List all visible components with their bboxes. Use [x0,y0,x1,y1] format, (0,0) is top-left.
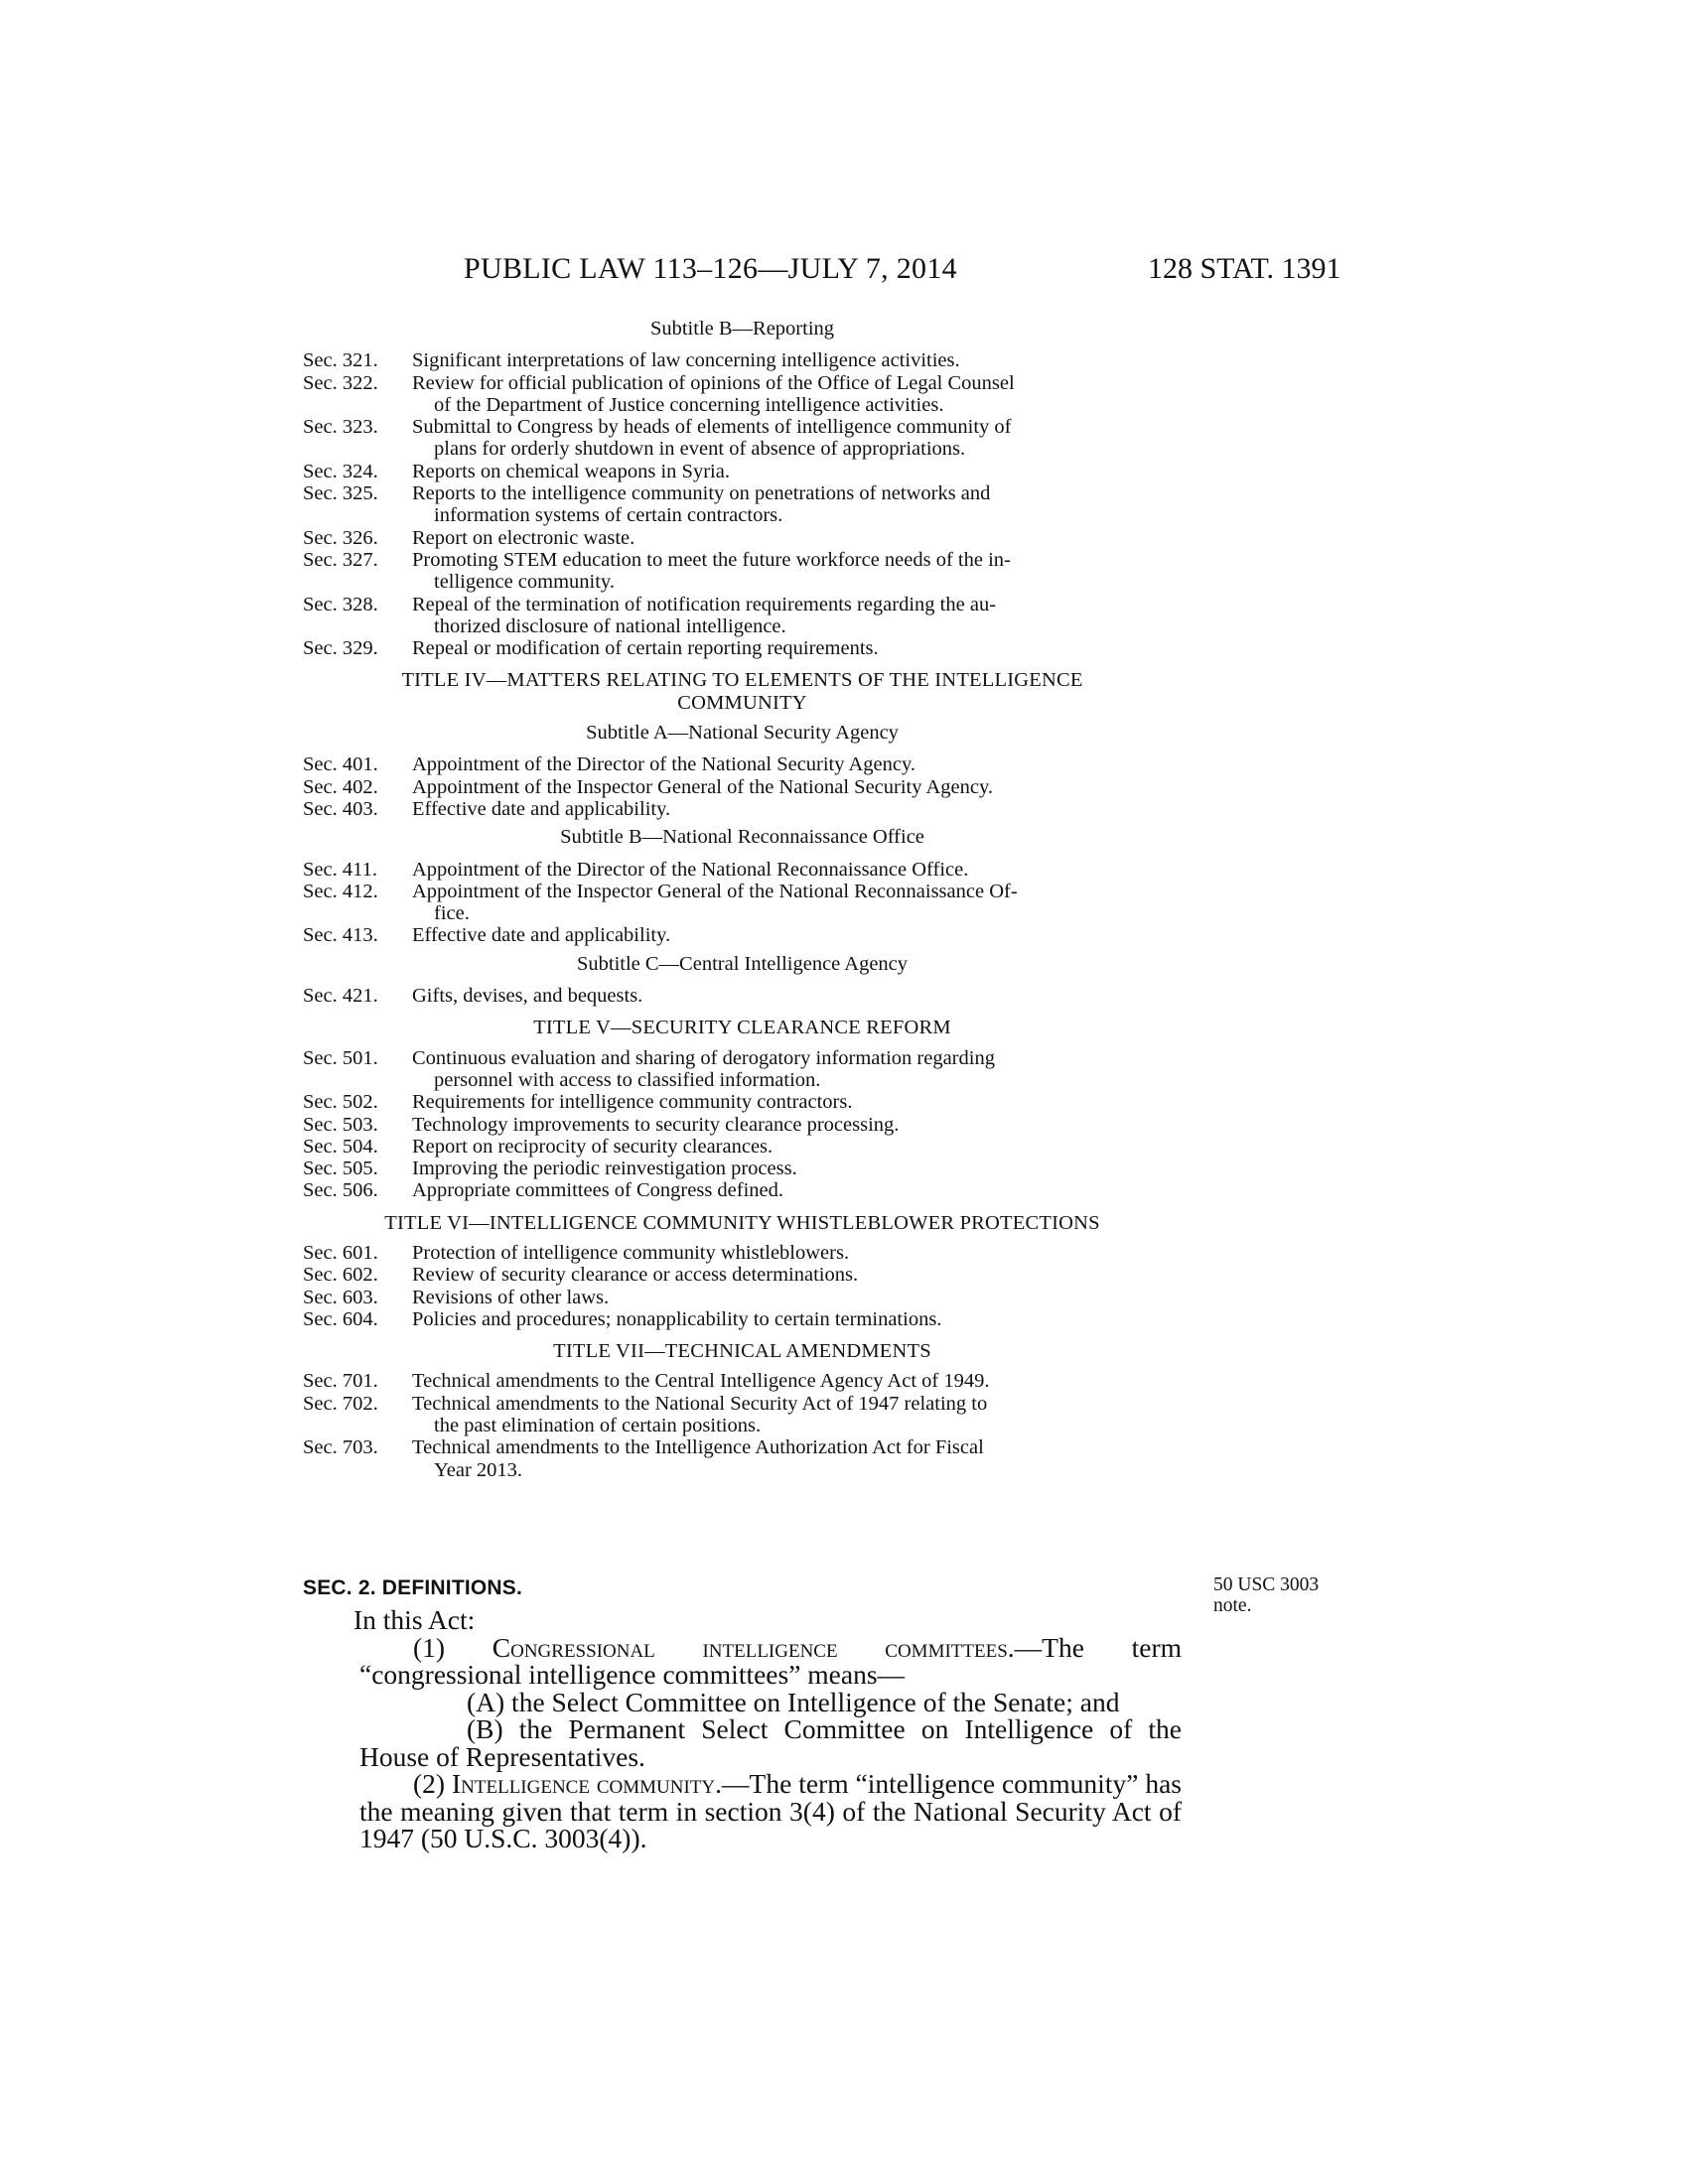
toc-section-number: Sec. 506. [303,1179,378,1202]
toc-section-title-line: Report on electronic waste. [412,526,635,549]
toc-section-title-line: Appointment of the Director of the National Security Agency. [412,753,916,776]
toc-section-title-line: Appointment of the Director of the National Reconnaissance Office. [412,858,969,881]
toc-entry [303,594,1182,638]
paragraph-1 [359,1631,1182,1690]
toc-section-number: Sec. 403. [303,797,378,820]
toc-section-title-line: Protection of intelligence community whistleblowers. [412,1241,850,1264]
toc-section-title [412,1047,1182,1092]
toc-entry [303,1436,1182,1481]
paragraph-number: (1) [413,1631,446,1663]
toc-section-title-continuation: personnel with access to classified information. [434,1068,821,1091]
toc-section-title-continuation: information systems of certain contractors. [434,504,783,527]
toc-section-title-continuation: plans for orderly shutdown in event of absence of appropriations. [434,438,966,461]
toc-section-title-line: Policies and procedures; nonapplicability to certain terminations. [412,1307,942,1330]
toc-section-title-line: Technology improvements to security clearance processing. [412,1113,900,1136]
toc-section-title-line: Review for official publication of opinions of the Office of Legal Counsel [412,371,1015,394]
toc-section-title [412,776,1182,798]
toc-entry [303,527,1182,549]
toc-entry [303,1308,1182,1330]
toc-section-title [412,753,1182,775]
margin-citation-note: 50 USC 3003 note. [1213,1574,1320,1616]
toc-section-number: Sec. 604. [303,1307,378,1330]
toc-section-title-line: Improving the periodic reinvestigation process. [412,1158,797,1180]
toc-section-number: Sec. 327. [303,548,378,571]
toc-entry [303,1264,1182,1286]
toc-entry [303,881,1182,925]
toc-section-title-continuation: of the Department of Justice concerning intelligence activities. [434,393,944,416]
subtitle-heading: Subtitle B—Reporting [649,318,835,340]
toc-section-title [412,461,1182,482]
toc-section-title [412,549,1182,594]
toc-entry [303,985,1182,1007]
toc-entry [303,859,1182,881]
toc-section-title-line: Repeal or modification of certain reporting requirements. [412,637,879,660]
toc-entry [303,482,1182,527]
toc-section-title [412,859,1182,881]
toc-entry [303,798,1182,820]
toc-entry [303,637,1182,659]
toc-entry [303,416,1182,461]
toc-entry [303,1136,1182,1158]
toc-entry [303,1091,1182,1113]
toc-section-title [412,527,1182,549]
toc-section-number: Sec. 321. [303,349,378,372]
toc-section-title-line: Effective date and applicability. [412,797,671,820]
toc-section-title [412,1179,1182,1201]
toc-entry [303,1370,1182,1392]
toc-section-title-line: Technical amendments to the Intelligence Authorization Act for Fiscal [412,1436,984,1459]
subparagraph-a: (A) the Select Committee on Intelligence of the Senate; and [467,1686,1120,1717]
toc-section-title [412,881,1182,925]
toc-section-number: Sec. 412. [303,880,378,902]
toc-section-number: Sec. 411. [303,858,377,881]
paragraph-text: .—The term “intelligence community” has the meaning given that term in section 3(4) of the National Security Act of 1947 (50 U.S.C. 3003(4)). [359,1768,1182,1853]
statute-page-number: 128 STAT. 1391 [1148,252,1341,285]
toc-section-title-continuation: telligence community. [434,571,615,594]
title-heading [303,669,1182,714]
toc-entry [303,1047,1182,1092]
toc-section-title [412,594,1182,638]
toc-entry [303,924,1182,946]
toc-entry [303,1114,1182,1136]
toc-section-title-line: Appropriate committees of Congress defined. [412,1179,784,1202]
section-body [353,1604,1182,1853]
toc-section-number: Sec. 702. [303,1392,378,1415]
toc-section-number: Sec. 325. [303,482,378,505]
toc-section-title-line: Appointment of the Inspector General of the National Reconnaissance Of- [412,880,1018,902]
toc-section-title [412,798,1182,820]
toc-section-title [412,1114,1182,1136]
title-heading-line: TITLE IV—MATTERS RELATING TO ELEMENTS OF THE INTELLIGENCE [401,669,1083,692]
toc-section-title-line: Significant interpretations of law concerning intelligence activities. [412,349,960,372]
toc-section-title [412,1436,1182,1481]
toc-entry [303,1242,1182,1264]
toc-entry [303,549,1182,594]
toc-section-title [412,1264,1182,1286]
toc-section-number: Sec. 603. [303,1286,378,1308]
toc-section-title [412,416,1182,461]
toc-section-title [412,482,1182,527]
toc-section-title [412,1393,1182,1437]
title-heading: TITLE V—SECURITY CLEARANCE REFORM [533,1017,951,1039]
toc-section-title-line: Gifts, devises, and bequests. [412,985,643,1008]
toc-section-title [412,1287,1182,1308]
paragraph-caption: Intelligence community [452,1768,716,1799]
toc-entry [303,1158,1182,1179]
toc-section-number: Sec. 502. [303,1091,378,1114]
toc-section-title [412,372,1182,417]
toc-section-title [412,1158,1182,1179]
title-heading: TITLE VII—TECHNICAL AMENDMENTS [553,1340,931,1363]
toc-section-title-line: Submittal to Congress by heads of elements of intelligence community of [412,416,1012,439]
toc-section-title-line: Reports on chemical weapons in Syria. [412,460,730,482]
toc-section-number: Sec. 421. [303,985,378,1008]
toc-section-title-line: Appointment of the Inspector General of the National Security Agency. [412,775,994,798]
paragraph-2 [359,1770,1182,1852]
toc-section-number: Sec. 501. [303,1046,378,1069]
toc-entries [303,753,1182,820]
toc-section-title-line: Continuous evaluation and sharing of derogatory information regarding [412,1046,995,1069]
toc-entry [303,372,1182,417]
toc-section-title-line: Repeal of the termination of notification requirements regarding the au- [412,593,997,615]
toc-section-number: Sec. 324. [303,460,378,482]
paragraph-caption: Congressional intelligence committees [492,1631,1008,1663]
toc-section-title-continuation: Year 2013. [434,1458,523,1481]
subtitle-heading: Subtitle B—National Reconnaissance Office [560,826,924,849]
toc-entry [303,1179,1182,1201]
toc-section-number: Sec. 322. [303,371,378,394]
toc-section-title-line: Technical amendments to the National Security Act of 1947 relating to [412,1392,988,1415]
toc-section-number: Sec. 703. [303,1436,378,1459]
toc-entries [303,859,1182,947]
toc-section-number: Sec. 328. [303,593,378,615]
toc-section-number: Sec. 503. [303,1113,378,1136]
toc-section-number: Sec. 326. [303,526,378,549]
toc-section-title [412,1136,1182,1158]
subparagraph-b: (B) the Permanent Select Committee on Intelligence of the House of Representatives. [359,1713,1182,1772]
section-intro: In this Act: [353,1604,476,1635]
toc-section-number: Sec. 504. [303,1135,378,1158]
toc-entries [303,985,1182,1007]
toc-section-number: Sec. 401. [303,753,378,776]
toc-entries [303,1242,1182,1330]
table-of-contents [303,316,1182,1487]
toc-section-number: Sec. 701. [303,1370,378,1393]
toc-section-title [412,637,1182,659]
toc-section-title-line: Report on reciprocity of security clearances. [412,1135,774,1158]
toc-section-title [412,985,1182,1007]
toc-section-title [412,924,1182,946]
toc-section-title-line: Requirements for intelligence community contractors. [412,1091,853,1114]
toc-entry [303,461,1182,482]
toc-entry [303,1287,1182,1308]
toc-section-title-line: Promoting STEM education to meet the future workforce needs of the in- [412,548,1011,571]
toc-section-number: Sec. 602. [303,1264,378,1287]
toc-section-title-continuation: the past elimination of certain positions. [434,1415,762,1437]
paragraph-text: .—The term “congressional intelligence committees” means— [359,1631,1182,1690]
toc-section-number: Sec. 402. [303,775,378,798]
paragraph-number: (2) [413,1768,446,1799]
toc-section-number: Sec. 601. [303,1241,378,1264]
toc-entry [303,776,1182,798]
toc-section-title [412,1370,1182,1392]
subtitle-heading: Subtitle A—National Security Agency [586,722,899,745]
toc-section-title-continuation: fice. [434,902,470,925]
toc-section-title-line: Reports to the intelligence community on penetrations of networks and [412,482,991,505]
title-heading-line: COMMUNITY [677,691,807,714]
toc-section-title [412,1308,1182,1330]
section-heading: SEC. 2. DEFINITIONS. [303,1576,523,1599]
toc-section-title [412,349,1182,371]
toc-section-title [412,1242,1182,1264]
toc-section-title-line: Effective date and applicability. [412,924,671,947]
toc-section-title-line: Revisions of other laws. [412,1286,610,1308]
toc-section-number: Sec. 413. [303,924,378,947]
running-header-title: PUBLIC LAW 113–126—JULY 7, 2014 [464,252,957,285]
toc-entries [303,1047,1182,1202]
subtitle-heading: Subtitle C—Central Intelligence Agency [576,952,909,975]
toc-entries [303,1370,1182,1480]
toc-section-number: Sec. 505. [303,1158,378,1180]
toc-section-title-line: Technical amendments to the Central Intelligence Agency Act of 1949. [412,1370,990,1393]
toc-section-title-line: Review of security clearance or access determinations. [412,1264,859,1287]
toc-entry [303,753,1182,775]
toc-entry [303,1393,1182,1437]
toc-section-number: Sec. 323. [303,416,378,439]
toc-entries [303,349,1182,659]
toc-entry [303,349,1182,371]
title-heading: TITLE VI—INTELLIGENCE COMMUNITY WHISTLEBLOWER PROTECTIONS [384,1211,1100,1234]
toc-section-title-continuation: thorized disclosure of national intelligence. [434,614,786,637]
toc-section-title [412,1091,1182,1113]
toc-section-number: Sec. 329. [303,637,378,660]
